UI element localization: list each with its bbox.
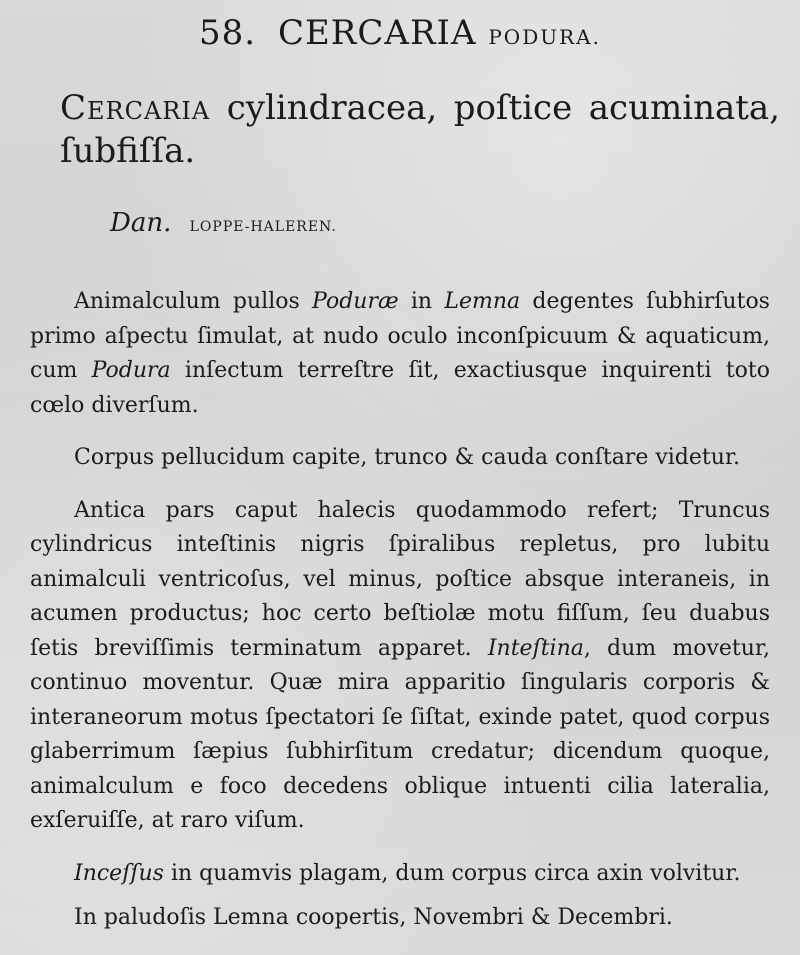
danish-label: Dan. xyxy=(110,208,172,238)
p1-italic-1: Poduræ xyxy=(312,289,399,314)
danish-name-line xyxy=(110,210,337,236)
p1-text-1: Animalculum pullos xyxy=(74,289,313,314)
p1-text-2: in xyxy=(398,289,445,314)
paragraph-5 xyxy=(30,905,770,931)
p4-italic-1: Inceſſus xyxy=(74,860,164,886)
section-title-small: PODURA. xyxy=(488,25,601,49)
paragraph-2 xyxy=(30,441,770,476)
p2-text-1: Corpus pellucidum capite, trunco & cauda conſtare videtur. xyxy=(74,445,741,471)
paragraph-4 xyxy=(30,857,770,892)
paragraph-1 xyxy=(30,285,770,423)
species-title xyxy=(60,87,780,172)
species-genus: Cercaria xyxy=(60,88,211,128)
p4-text-1: in quamvis plagam, dum corpus circa axin volvitur. xyxy=(163,860,741,886)
danish-name: LOPPE-HALEREN. xyxy=(189,219,337,235)
p1-italic-2: Lemna xyxy=(444,289,521,314)
p1-text-3: degentes ſubhirſutos primo aſpectu ſimulat, at nudo oculo inconſpicuum & aquaticum, cum xyxy=(30,289,770,384)
species-description: cylindracea, poſtice acuminata, ſubfiſſa. xyxy=(60,88,780,171)
p1-text-4: inſectum terreſtre ſit, exactiusque inquirenti toto cœlo diverſum. xyxy=(30,358,770,418)
p5-text-1: In paludoſis Lemna coopertis, Novembri & Decembri. xyxy=(74,905,673,930)
paragraph-3 xyxy=(30,494,770,839)
p3-text-1: Antica pars caput halecis quodammodo refert; Truncus cylindricus inteſtinis nigris ſpiralibus repletus, pro lubitu animalculi ventricoſus, vel minus, poſtice absque interaneis, in acumen productus; hoc certo beſtiolæ motu fiſſum, ſeu duabus ſetis breviſſimis terminatum apparet. xyxy=(30,497,770,661)
page-header xyxy=(0,13,800,53)
main-text xyxy=(30,285,770,910)
p3-italic-1: Inteſtina xyxy=(487,635,584,661)
section-title-main: CERCARIA xyxy=(277,13,477,53)
p3-text-2: , dum movetur, continuo moventur. Quæ mira apparitio ſingularis corporis & interaneorum motus ſpectatori ſe ſiſtat, exinde patet, quod corpus glaberrimum ſæpius ſubhirſitum credatur; dicendum quoque, animalculum e foco decedens oblique intuenti cilia lateralia, exſeruiſſe, at raro viſum. xyxy=(30,635,770,834)
section-number: 58. xyxy=(199,13,257,53)
p1-italic-3: Podura xyxy=(91,358,171,384)
